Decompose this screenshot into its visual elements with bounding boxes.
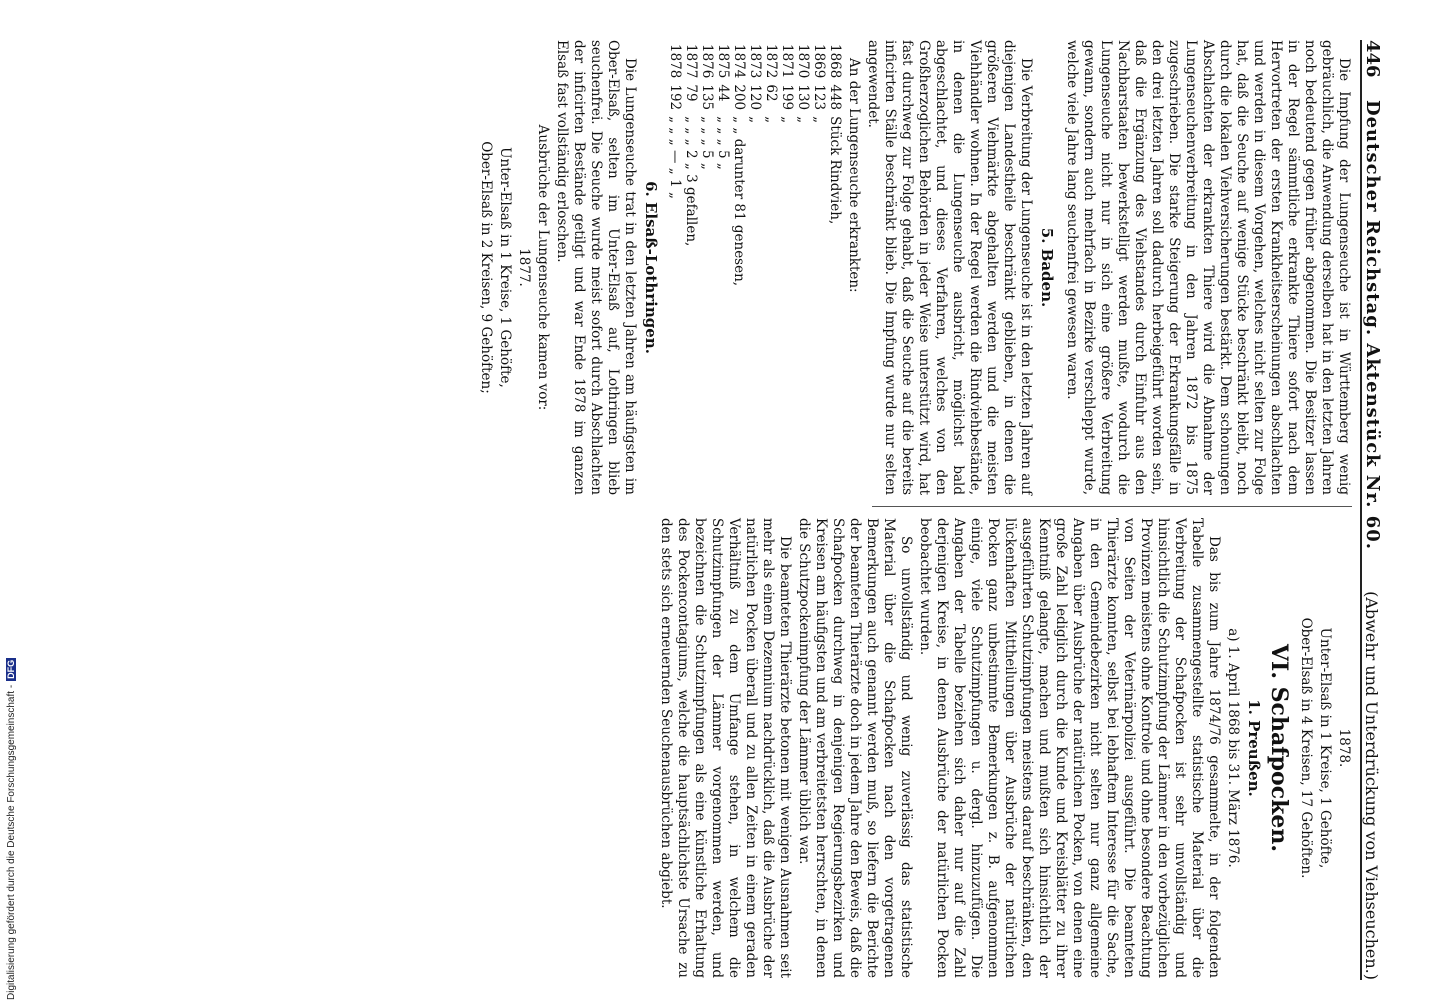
dfg-logo: DFG bbox=[6, 659, 16, 679]
table-cell-year: 1870 bbox=[795, 44, 811, 79]
table-cell-year: 1878 bbox=[667, 44, 683, 79]
body-paragraph: So unvollständig und wenig zuverlässig das statistische Material über die Schafpocken nach den vorgetragenen Bemerkungen auch genannt werden muß, so liefern die Berichte der beamteten Thierärzte doch in jedem Jahre den Beweis, daß die Schafpocken durchweg in denjenigen Regierungsbezirken und Kreisen am häufigsten und am verbreitetsten herrschten, in denen die Schutzpockenimpfung der Lämmer üblich war. bbox=[796, 518, 914, 978]
year-1877: 1877. bbox=[516, 248, 532, 287]
table-row bbox=[811, 44, 827, 292]
table-row bbox=[747, 44, 763, 292]
table-row bbox=[715, 44, 731, 292]
table-cell-year: 1876 bbox=[699, 44, 715, 79]
year-1878: 1878. bbox=[1336, 728, 1352, 768]
table-row bbox=[683, 44, 699, 292]
table-cell-note: Stück Rindvieh, bbox=[827, 116, 843, 225]
table-row bbox=[731, 44, 747, 292]
table-cell-count: 62 bbox=[763, 84, 779, 102]
table-cell-note: „ „ „ 5 „ bbox=[715, 116, 731, 170]
right-column bbox=[655, 518, 1352, 978]
cases-table bbox=[667, 44, 843, 292]
table-cell-count: 135 bbox=[699, 84, 715, 111]
table-cell-note: „ bbox=[763, 116, 779, 124]
table-cell-note: „ bbox=[779, 116, 795, 124]
body-paragraph: Die beamteten Thierärzte betonen mit wenigen Ausnahmen seit mehr als einem Dezennium nachdrücklich, daß die Ausbrüche der natürlichen Pocken überall und zu allen Zeiten in einem geraden Verhältniß zu dem Umfange stehen, in welchem die Schutzimpfungen der Lämmer vorgenommen werden, und bezeichnen die Schutzimpfungen als eine künstliche Erhaltung des Pockencontagiums, welche die hauptsächlichste Ursache zu den stets sich erneuernden Seuchenausbrüchen abgiebt. bbox=[658, 518, 793, 978]
table-cell-count: 44 bbox=[715, 84, 731, 102]
page-number: 446 bbox=[1362, 40, 1383, 78]
table-row bbox=[795, 44, 811, 292]
credit-text: Digitalisierung gefördert durch die Deutsche Forschungsgemeinschaft - bbox=[6, 684, 17, 1000]
subsection-title: 1. Preußen. bbox=[1245, 699, 1263, 797]
year-1877-line: Unter-Elsaß in 1 Kreise, 1 Gehöfte, bbox=[497, 147, 513, 388]
table-cell-note: „ „ „ 5 „ bbox=[699, 116, 715, 170]
section-6-title: 6. Elsaß-Lothringen. bbox=[642, 181, 660, 354]
table-row bbox=[763, 44, 779, 292]
header-subtitle: (Abwehr und Unterdrückung von Viehseuchen.) bbox=[1362, 591, 1381, 980]
table-cell-note: „ „ „ 2 „ 3 gefallen, bbox=[683, 116, 699, 247]
year-1878-line: Ober-Elsaß in 4 Kreisen, 17 Gehöften. bbox=[1298, 617, 1314, 879]
table-cell-year: 1875 bbox=[715, 44, 731, 79]
left-column bbox=[475, 40, 1352, 495]
table-cell-count: 448 bbox=[827, 84, 843, 111]
year-1878-line: Unter-Elsaß in 1 Kreise, 1 Gehöfte, bbox=[1317, 627, 1333, 869]
table-cell-count: 200 bbox=[731, 84, 747, 111]
table-row bbox=[779, 44, 795, 292]
table-row bbox=[699, 44, 715, 292]
year-1877-line: Ober-Elsaß in 2 Kreisen, 9 Gehöften; bbox=[478, 141, 494, 394]
table-cell-note: „ bbox=[747, 116, 763, 124]
table-cell-year: 1868 bbox=[827, 44, 843, 79]
section-6-paragraph: Die Lungenseuche trat in den letzten Jahren am häufigsten im Ober-Elsaß, selten im Unter-Elsaß auf, Lothringen blieb seuchenfrei. Die Seuche wurde meist sofort durch Abschlachten der inficirten Bestände getilgt und war Ende 1878 im ganzen Elsaß fast vollständig erloschen. bbox=[554, 40, 638, 495]
table-cell-count: 199 bbox=[779, 84, 795, 111]
table-cell-year: 1877 bbox=[683, 44, 699, 79]
table-cell-year: 1873 bbox=[747, 44, 763, 79]
table-cell-count: 79 bbox=[683, 84, 699, 102]
table-cell-year: 1869 bbox=[811, 44, 827, 79]
header-title: Deutscher Reichstag. Aktenstück Nr. 60. bbox=[1362, 100, 1383, 551]
table-cell-count: 120 bbox=[747, 84, 763, 111]
column-divider bbox=[872, 506, 1352, 507]
body-paragraph: Das bis zum Jahre 1874/76 gesammelte, in der folgenden Tabelle zusammengestellte statistische Material über die Verbreitung der Schafpocken ist sehr unvollständig und hinsichtlich die Schutzimpfung der Lämmer in den vorbezüglichen Provinzen meistens ohne Kontrole und ohne besondere Beachtung von Seiten der Veterinärpolizei ausgeführt. Die beamteten Thierärzte konnten, selbst bei lebhaftem Interesse für die Sache, in den Gemeindebezirken nicht selten nur ganz allgemeine Angaben über Ausbrüche der natürlichen Pocken, von denen eine große Zahl lediglich durch die Kunde und Kreisblätter zu ihrer Kenntniß gelangte, machen und mußten sich hinsichtlich der ausgeführten Schutzimpfungen meistens darauf beschränken, den lückenhaften Mittheilungen über Ausbrüche der natürlichen Pocken ganz unbestimmte Bemerkungen z. B. aufgenommen einige, viele Schutzimpfungen u. dergl. hinzuzufügen. Die Angaben der Tabelle beziehen sich daher nur auf die Zahl derjenigen Kreise, in denen Ausbrüche der natürlichen Pocken beobachtet wurden. bbox=[917, 518, 1222, 978]
table-cell-note: „ bbox=[795, 116, 811, 124]
table-cell-count: 130 bbox=[795, 84, 811, 111]
chapter-title: VI. Schafpocken. bbox=[1266, 643, 1292, 853]
table-cell-note: „ „ darunter 81 genesen, bbox=[731, 116, 747, 287]
table-cell-year: 1874 bbox=[731, 44, 747, 79]
section-6-lead: Ausbrüche der Lungenseuche kamen vor: bbox=[535, 124, 551, 411]
section-5-paragraph: Die Verbreitung der Lungenseuche ist in den letzten Jahren auf diejenigen Landestheile beschränkt geblieben, in denen die größeren Viehmärkte abgehalten werden und die meisten Viehhändler wohnen. In der Regel werden die Rindviehbestände, in denen die Lungenseuche ausbricht, möglichst bald abgeschlachtet, und dieses Verfahren, welches von den Großherzoglichen Behörden in jeder Weise unterstützt wird, hat fast durchweg zur Folge gehabt, daß die Seuche auf die bereits inficirten Ställe beschränkt blieb. Die Impfung wurde nur selten angewendet. bbox=[865, 40, 1034, 495]
page-header bbox=[1360, 40, 1392, 980]
table-cell-count: 192 bbox=[667, 84, 683, 111]
table-cell-note: „ „ „ — „ 1 „ bbox=[667, 116, 683, 199]
rotated-page-content bbox=[372, 40, 1392, 980]
section-5-title: 5. Baden. bbox=[1038, 227, 1056, 308]
table-cell-note: „ bbox=[811, 116, 827, 124]
table-row bbox=[667, 44, 683, 292]
table-cell-count: 123 bbox=[811, 84, 827, 111]
table-cell-year: 1871 bbox=[779, 44, 795, 79]
section-5-lead: An der Lungenseuche erkrankten: bbox=[846, 58, 862, 293]
intro-paragraph: Die Impfung der Lungenseuche ist in Württemberg wenig gebräuchlich, die Anwendung derselben hat in den letzten Jahren noch bedeutend gegen früher abgenommen. Die Besitzer lassen in der Regel sämmtliche erkrankte Thiere sofort nach dem Hervortreten der ersten Krankheitserscheinungen abschlachten und werden in diesem Vorgehen, welches nicht selten zur Folge hat, daß die Seuche auf wenige Stücke beschränkt bleibt, noch durch die lokalen Viehversicherungen bestärkt. Dem schonungen Abschlachten der erkrankten Thiere wird die Abnahme der Lungenseuchenverbreitung in den Jahren 1872 bis 1875 zugeschrieben. Die starke Steigerung der Erkrankungsfälle in den drei letzten Jahren soll dadurch herbeigeführt worden sein, daß die Ergänzung des Viehstandes durch Einfuhr aus den Nachbarstaaten bewerkstelligt werden mußte, wodurch die Lungenseuche nicht nur in sich eine größere Verbreitung gewann, sondern auch mehrfach in Bezirke verschleppt wurde, welche viele Jahre lang seuchenfrei gewesen waren. bbox=[1064, 40, 1352, 495]
table-row bbox=[827, 44, 843, 292]
date-range: a) 1. April 1868 bis 31. März 1876. bbox=[1225, 628, 1241, 868]
table-cell-year: 1872 bbox=[763, 44, 779, 79]
